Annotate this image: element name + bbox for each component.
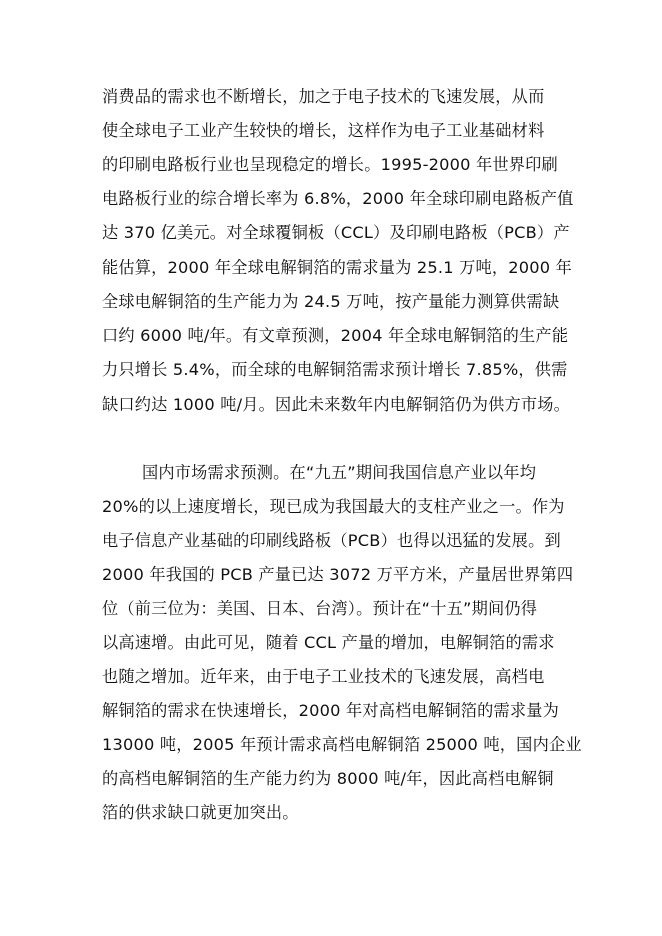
text-line: 箔的供求缺口就更加突出。	[102, 803, 299, 822]
text-line: 的印刷电路板行业也呈现稳定的增长。1995-2000 年世界印刷	[102, 155, 558, 174]
text-line: 消费品的需求也不断增长，加之于电子技术的飞速发展，从而	[102, 87, 545, 106]
text-line: 达 370 亿美元。对全球覆铜板（CCL）及印刷电路板（PCB）产	[102, 223, 570, 242]
text-line: 20%的以上速度增长，现已成为我国最大的支柱产业之一。作为	[102, 497, 565, 516]
text-line: 能估算，2000 年全球电解铜箔的需求量为 25.1 万吨，2000 年	[102, 258, 572, 277]
text-line: 的高档电解铜箔的生产能力约为 8000 吨/年，因此高档电解铜	[102, 769, 554, 788]
text-line: 2000 年我国的 PCB 产量已达 3072 万平方米，产量居世界第四	[102, 565, 574, 584]
text-line: 使全球电子工业产生较快的增长，这样作为电子工业基础材料	[102, 121, 545, 140]
text-line: 口约 6000 吨/年。有文章预测，2004 年全球电解铜箔的生产能	[102, 326, 569, 345]
text-line: 电路板行业的综合增长率为 6.8%，2000 年全球印刷电路板产值	[102, 189, 574, 208]
text-line: 位（前三位为：美国、日本、台湾）。预计在“十五”期间仍得	[102, 599, 538, 618]
text-line: 全球电解铜箔的生产能力为 24.5 万吨，按产量能力测算供需缺	[102, 292, 560, 311]
text-line: 以高速增。由此可见，随着 CCL 产量的增加，电解铜箔的需求	[102, 633, 555, 652]
text-line: 也随之增加。近年来，由于电子工业技术的飞速发展，高档电	[102, 667, 545, 686]
text-line: 解铜箔的需求在快速增长，2000 年对高档电解铜箔的需求量为	[102, 701, 560, 720]
text-line-indented: 国内市场需求预测。在“九五”期间我国信息产业以年均	[142, 463, 537, 482]
text-line: 缺口约达 1000 吨/月。因此未来数年内电解铜箔仍为供方市场。	[102, 395, 571, 414]
text-line: 13000 吨，2005 年预计需求高档电解铜箔 25000 吨，国内企业	[102, 735, 582, 754]
text-line: 力只增长 5.4%，而全球的电解铜箔需求预计增长 7.85%，供需	[102, 360, 568, 379]
text-line: 电子信息产业基础的印刷线路板（PCB）也得以迅猛的发展。到	[102, 531, 561, 550]
